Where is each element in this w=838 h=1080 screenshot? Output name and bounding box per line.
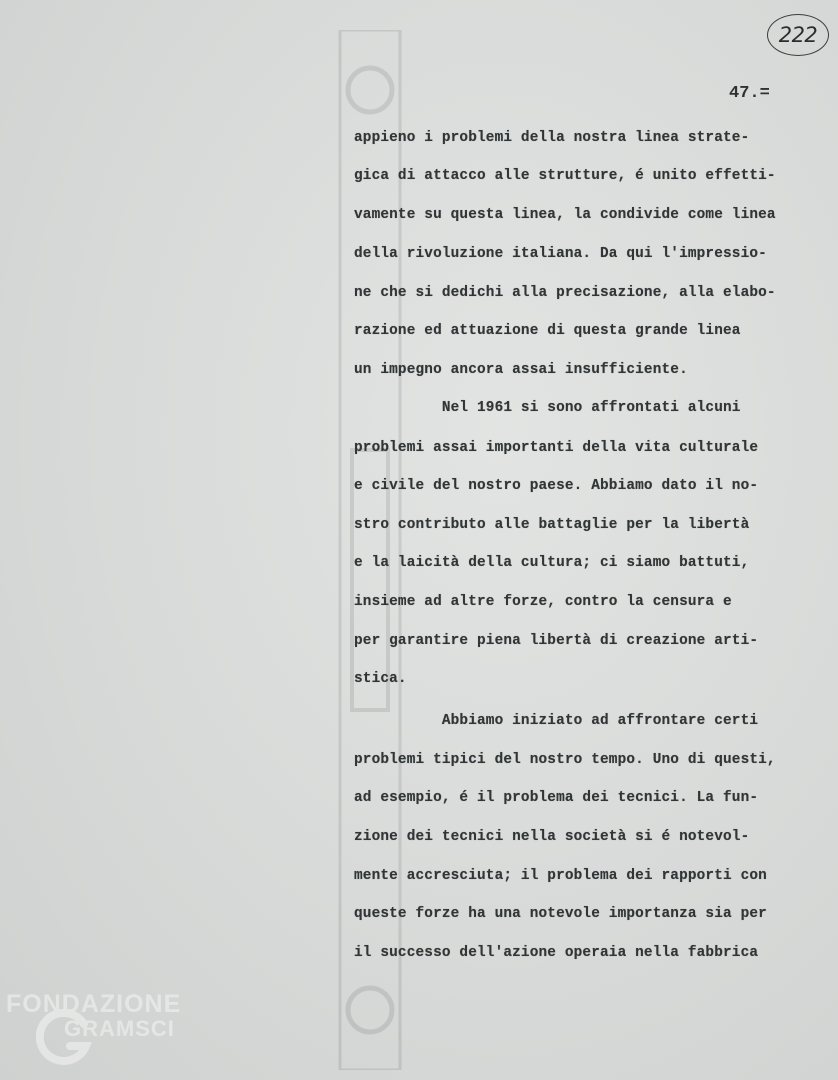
text-line: mente accresciuta; il problema dei rapporti con xyxy=(354,868,767,884)
text-line: razione ed attuazione di questa grande linea xyxy=(354,323,741,339)
text-line: ne che si dedichi alla precisazione, alla elabo- xyxy=(354,285,776,301)
text-line: stica. xyxy=(354,671,407,687)
archive-page-stamp xyxy=(767,14,829,56)
text-line: problemi assai importanti della vita culturale xyxy=(354,440,759,456)
text-line: per garantire piena libertà di creazione arti- xyxy=(354,633,759,649)
text-line: un impegno ancora assai insufficiente. xyxy=(354,362,688,378)
text-line: appieno i problemi della nostra linea strate- xyxy=(354,130,750,146)
text-line: stro contributo alle battaglie per la libertà xyxy=(354,517,750,533)
text-line: queste forze ha una notevole importanza sia per xyxy=(354,906,767,922)
text-line: gica di attacco alle strutture, é unito effetti- xyxy=(354,168,776,184)
page-number: 47.= xyxy=(729,84,770,103)
text-line: insieme ad altre forze, contro la censura e xyxy=(354,594,732,610)
text-line: il successo dell'azione operaia nella fabbrica xyxy=(354,945,759,961)
text-line: e la laicità della cultura; ci siamo battuti, xyxy=(354,555,750,571)
fondazione-gramsci-watermark xyxy=(6,988,206,1074)
stamp-number: 222 xyxy=(778,23,818,47)
watermark-text-fondazione: FONDAZIONE xyxy=(6,990,182,1018)
text-line: della rivoluzione italiana. Da qui l'impressio- xyxy=(354,246,767,262)
text-line: e civile del nostro paese. Abbiamo dato il no- xyxy=(354,478,759,494)
text-line: ad esempio, é il problema dei tecnici. La fun- xyxy=(354,790,759,806)
text-line: vamente su questa linea, la condivide come linea xyxy=(354,207,776,223)
text-line: problemi tipici del nostro tempo. Uno di questi, xyxy=(354,752,776,768)
text-line: zione dei tecnici nella società si é notevol- xyxy=(354,829,750,845)
text-line: Abbiamo iniziato ad affrontare certi xyxy=(354,713,759,729)
text-line: Nel 1961 si sono affrontati alcuni xyxy=(354,400,741,416)
watermark-text-gramsci: GRAMSCI xyxy=(64,1016,175,1041)
